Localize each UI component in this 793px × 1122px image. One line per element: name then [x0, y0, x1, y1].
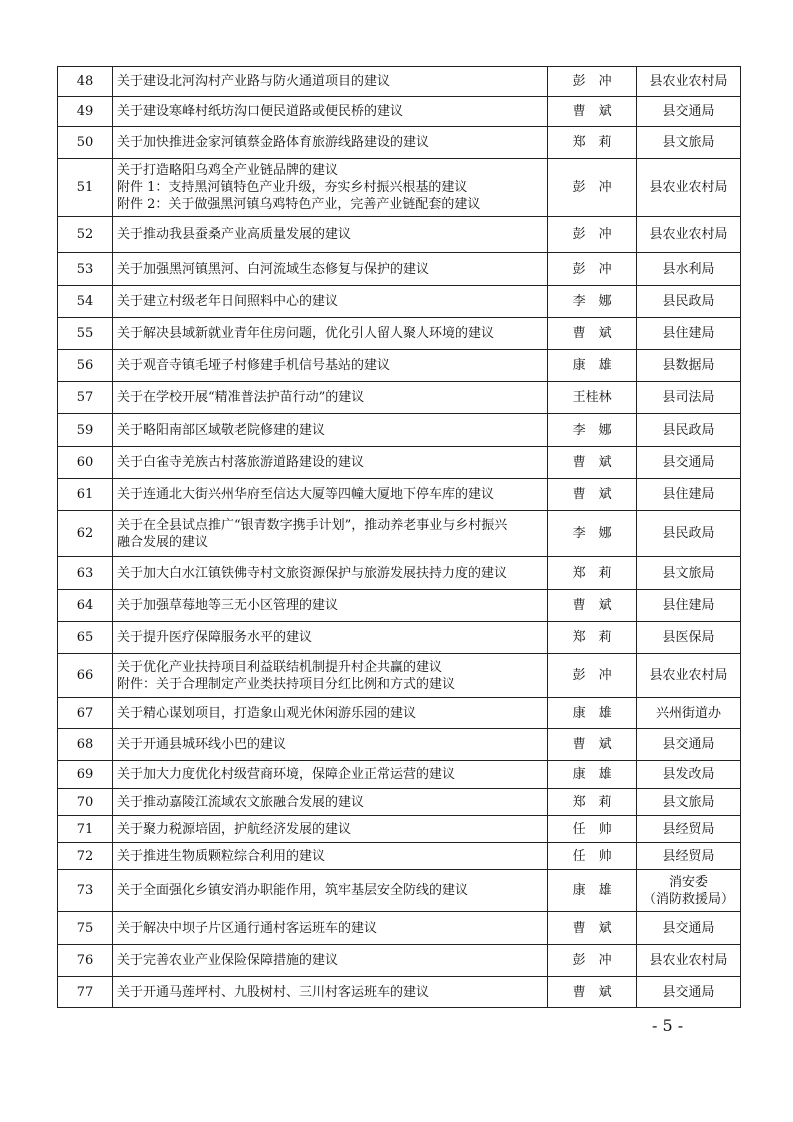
table-row — [58, 557, 741, 590]
proposer-name — [548, 977, 637, 1008]
table-row — [58, 912, 741, 945]
handling-department — [637, 67, 741, 97]
cell-text: 李 娜 — [572, 422, 612, 438]
row-number — [58, 557, 113, 590]
cell-line: 关于解决中坝子片区通行通村客运班车的建议 — [116, 920, 377, 936]
handling-department — [637, 843, 741, 870]
cell-line: 关于加强黑河镇黑河、白河流域生态修复与保护的建议 — [116, 261, 429, 277]
cell-line: 县水利局 — [662, 261, 715, 277]
cell-text: 50 — [76, 135, 94, 150]
proposal-title — [112, 945, 547, 977]
proposer-name — [548, 816, 637, 843]
table-row — [58, 511, 741, 557]
proposal-title — [112, 870, 547, 912]
cell-text: 77 — [76, 984, 94, 1000]
row-number — [58, 350, 113, 382]
table-row — [58, 977, 741, 1008]
cell-line: 县发改局 — [662, 767, 715, 782]
handling-department — [637, 159, 741, 217]
cell-text: 彭 冲 — [572, 180, 612, 195]
cell-text: 76 — [76, 953, 94, 968]
cell-text: 64 — [76, 598, 94, 613]
handling-department — [637, 789, 741, 816]
proposer-name — [548, 67, 637, 97]
proposal-title — [112, 479, 547, 511]
cell-line: 消安委 — [669, 874, 709, 890]
proposal-title — [112, 382, 547, 414]
handling-department — [637, 816, 741, 843]
row-number — [58, 843, 113, 870]
cell-text: 任 帅 — [572, 821, 612, 837]
table-row — [58, 414, 741, 447]
cell-line: 县文旅局 — [662, 794, 715, 810]
cell-line: 关于建设寒峰村纸坊沟口便民道路或便民桥的建议 — [116, 104, 403, 119]
cell-line: 县民政局 — [662, 526, 715, 541]
cell-line: 关于开通县城环线小巴的建议 — [116, 737, 286, 752]
row-number — [58, 318, 113, 350]
table-row — [58, 654, 741, 698]
cell-text: 彭 冲 — [572, 261, 612, 277]
proposer-name — [548, 557, 637, 590]
cell-line: 关于全面强化乡镇安消办职能作用，筑牢基层安全防线的建议 — [116, 883, 468, 898]
proposal-title — [112, 590, 547, 622]
row-number — [58, 253, 113, 286]
table-row — [58, 622, 741, 654]
handling-department — [637, 318, 741, 350]
proposer-name — [548, 761, 637, 789]
cell-line: 关于略阳南部区域敬老院修建的建议 — [116, 422, 325, 438]
proposal-title — [112, 789, 547, 816]
cell-text: 曹 斌 — [572, 455, 612, 470]
proposal-title — [112, 977, 547, 1008]
proposal-title — [112, 843, 547, 870]
cell-line: 关于开通马莲坪村、九股树村、三川村客运班车的建议 — [116, 984, 429, 1000]
handling-department — [637, 977, 741, 1008]
proposal-title — [112, 127, 547, 159]
cell-text: 曹 斌 — [572, 737, 612, 752]
table-row — [58, 761, 741, 789]
page-number: - 5 - — [652, 1016, 684, 1035]
cell-text: 59 — [76, 422, 94, 438]
cell-text: 彭 冲 — [572, 953, 612, 968]
cell-text: 李 娜 — [572, 294, 612, 309]
cell-text: 49 — [76, 104, 94, 119]
row-number — [58, 67, 113, 97]
cell-text: 66 — [76, 668, 94, 683]
proposal-title — [112, 511, 547, 557]
proposal-title — [112, 912, 547, 945]
table-row — [58, 286, 741, 318]
cell-line: 关于加大白水江镇铁佛寺村文旅资源保护与旅游发展扶持力度的建议 — [116, 565, 507, 581]
table-row — [58, 350, 741, 382]
table-row — [58, 945, 741, 977]
cell-line: 县交通局 — [662, 455, 715, 470]
cell-text: 任 帅 — [572, 848, 612, 864]
cell-line: 县住建局 — [662, 326, 715, 341]
cell-line: 关于白雀寺羌族古村落旅游道路建设的建议 — [116, 455, 364, 470]
cell-line: 县农业农村局 — [649, 953, 728, 968]
handling-department — [637, 729, 741, 761]
cell-line: 县农业农村局 — [649, 227, 728, 242]
cell-text: 72 — [76, 848, 94, 864]
row-number — [58, 97, 113, 127]
row-number — [58, 479, 113, 511]
handling-department — [637, 654, 741, 698]
cell-text: 王桂林 — [572, 390, 612, 405]
row-number — [58, 789, 113, 816]
cell-line: 关于推动我县蚕桑产业高质量发展的建议 — [116, 227, 351, 242]
row-number — [58, 816, 113, 843]
proposal-title — [112, 447, 547, 479]
proposal-title — [112, 286, 547, 318]
proposal-title — [112, 622, 547, 654]
proposer-name — [548, 654, 637, 698]
cell-text: 63 — [76, 565, 94, 581]
proposer-name — [548, 217, 637, 253]
cell-text: 57 — [76, 390, 94, 405]
table-row — [58, 217, 741, 253]
cell-text: 53 — [76, 261, 94, 277]
proposer-name — [548, 382, 637, 414]
cell-line: 关于精心谋划项目，打造象山观光休闲游乐园的建议 — [116, 705, 416, 721]
cell-text: 56 — [76, 358, 94, 373]
table-row — [58, 479, 741, 511]
cell-line: 关于解决县域新就业青年住房问题，优化引人留人聚人环境的建议 — [116, 326, 494, 341]
cell-line: （消防救援局） — [643, 891, 735, 907]
cell-line: 关于加大力度优化村级营商环境，保障企业正常运营的建议 — [116, 767, 455, 782]
cell-text: 郑 莉 — [572, 565, 612, 581]
proposal-title — [112, 729, 547, 761]
cell-line: 关于连通北大街兴州华府至信达大厦等四幢大厦地下停车库的建议 — [116, 487, 494, 502]
cell-line: 县农业农村局 — [649, 668, 728, 683]
cell-text: 曹 斌 — [572, 920, 612, 936]
row-number — [58, 654, 113, 698]
row-number — [58, 511, 113, 557]
cell-line: 附件 2：关于做强黑河镇乌鸡特色产业，完善产业链配套的建议 — [116, 197, 481, 212]
table-row — [58, 789, 741, 816]
cell-text: 67 — [76, 705, 94, 721]
cell-text: 71 — [76, 821, 94, 837]
row-number — [58, 761, 113, 789]
table-row — [58, 97, 741, 127]
row-number — [58, 159, 113, 217]
cell-text: 彭 冲 — [572, 668, 612, 683]
row-number — [58, 127, 113, 159]
proposer-name — [548, 414, 637, 447]
cell-text: 60 — [76, 455, 94, 470]
proposer-name — [548, 729, 637, 761]
cell-line: 县交通局 — [662, 984, 715, 1000]
table-row — [58, 159, 741, 217]
handling-department — [637, 870, 741, 912]
handling-department — [637, 127, 741, 159]
cell-line: 县医保局 — [662, 630, 715, 645]
cell-text: 康 雄 — [572, 767, 612, 782]
table-row — [58, 843, 741, 870]
proposal-table — [57, 66, 741, 1008]
table-row — [58, 816, 741, 843]
cell-line: 县司法局 — [662, 390, 715, 405]
proposal-title — [112, 217, 547, 253]
cell-line: 关于聚力税源培固，护航经济发展的建议 — [116, 821, 351, 837]
cell-text: 彭 冲 — [572, 227, 612, 242]
handling-department — [637, 447, 741, 479]
table-row — [58, 318, 741, 350]
proposer-name — [548, 698, 637, 729]
cell-text: 曹 斌 — [572, 326, 612, 341]
handling-department — [637, 945, 741, 977]
cell-text: 55 — [76, 326, 94, 341]
table-row — [58, 729, 741, 761]
proposal-title — [112, 318, 547, 350]
cell-text: 54 — [76, 294, 94, 309]
table-row — [58, 67, 741, 97]
proposer-name — [548, 159, 637, 217]
proposer-name — [548, 286, 637, 318]
cell-text: 48 — [76, 74, 94, 89]
cell-line: 关于在学校开展“精准普法护苗行动”的建议 — [116, 390, 365, 405]
cell-text: 51 — [76, 180, 94, 195]
proposer-name — [548, 318, 637, 350]
cell-line: 县文旅局 — [662, 135, 715, 150]
handling-department — [637, 217, 741, 253]
cell-text: 郑 莉 — [572, 794, 612, 810]
handling-department — [637, 511, 741, 557]
cell-line: 县经贸局 — [662, 848, 715, 864]
cell-line: 县数据局 — [662, 358, 715, 373]
proposal-title — [112, 414, 547, 447]
cell-line: 兴州街道办 — [656, 705, 722, 721]
cell-text: 69 — [76, 767, 94, 782]
handling-department — [637, 912, 741, 945]
row-number — [58, 447, 113, 479]
cell-line: 县民政局 — [662, 422, 715, 438]
handling-department — [637, 761, 741, 789]
proposal-title — [112, 253, 547, 286]
table-row — [58, 870, 741, 912]
cell-line: 附件：关于合理制定产业类扶持项目分红比例和方式的建议 — [116, 676, 455, 692]
cell-text: 曹 斌 — [572, 487, 612, 502]
cell-line: 县农业农村局 — [649, 74, 728, 89]
cell-text: 康 雄 — [572, 705, 612, 721]
row-number — [58, 945, 113, 977]
proposer-name — [548, 789, 637, 816]
row-number — [58, 729, 113, 761]
row-number — [58, 286, 113, 318]
table-row — [58, 382, 741, 414]
proposer-name — [548, 912, 637, 945]
cell-line: 县农业农村局 — [649, 180, 728, 195]
proposal-title — [112, 159, 547, 217]
table-row — [58, 698, 741, 729]
proposer-name — [548, 350, 637, 382]
row-number — [58, 382, 113, 414]
cell-text: 李 娜 — [572, 526, 612, 541]
cell-text: 曹 斌 — [572, 104, 612, 119]
cell-line: 关于加快推进金家河镇蔡金路体育旅游线路建设的建议 — [116, 135, 429, 150]
handling-department — [637, 698, 741, 729]
proposer-name — [548, 253, 637, 286]
row-number — [58, 698, 113, 729]
handling-department — [637, 557, 741, 590]
row-number — [58, 217, 113, 253]
cell-line: 关于加强草莓地等三无小区管理的建议 — [116, 598, 338, 613]
cell-text: 61 — [76, 487, 94, 502]
proposer-name — [548, 447, 637, 479]
cell-line: 关于推动嘉陵江流域农文旅融合发展的建议 — [116, 794, 364, 810]
cell-line: 县文旅局 — [662, 565, 715, 581]
proposer-name — [548, 511, 637, 557]
cell-line: 关于建设北河沟村产业路与防火通道项目的建议 — [116, 74, 390, 89]
row-number — [58, 590, 113, 622]
proposer-name — [548, 590, 637, 622]
cell-line: 县民政局 — [662, 294, 715, 309]
handling-department — [637, 350, 741, 382]
cell-line: 关于在全县试点推广“银青数字携手计划”，推动养老事业与乡村振兴 — [116, 517, 508, 533]
cell-line: 关于建立村级老年日间照料中心的建议 — [116, 294, 338, 309]
proposer-name — [548, 127, 637, 159]
row-number — [58, 977, 113, 1008]
proposal-title — [112, 350, 547, 382]
row-number — [58, 870, 113, 912]
cell-line: 关于推进生物质颗粒综合利用的建议 — [116, 848, 325, 864]
handling-department — [637, 414, 741, 447]
cell-text: 康 雄 — [572, 883, 612, 898]
proposer-name — [548, 843, 637, 870]
proposer-name — [548, 870, 637, 912]
cell-line: 县交通局 — [662, 104, 715, 119]
cell-text: 68 — [76, 737, 94, 752]
proposal-title — [112, 761, 547, 789]
cell-text: 彭 冲 — [572, 74, 612, 89]
row-number — [58, 912, 113, 945]
cell-line: 附件 1：支持黑河镇特色产业升级，夯实乡村振兴根基的建议 — [116, 180, 468, 195]
row-number — [58, 414, 113, 447]
table-row — [58, 253, 741, 286]
proposer-name — [548, 97, 637, 127]
cell-text: 52 — [76, 227, 94, 242]
cell-line: 县住建局 — [662, 598, 715, 613]
handling-department — [637, 253, 741, 286]
cell-text: 70 — [76, 794, 94, 810]
handling-department — [637, 382, 741, 414]
handling-department — [637, 590, 741, 622]
cell-line: 县住建局 — [662, 487, 715, 502]
cell-text: 曹 斌 — [572, 598, 612, 613]
handling-department — [637, 622, 741, 654]
cell-text: 康 雄 — [572, 358, 612, 373]
proposal-title — [112, 698, 547, 729]
proposal-title — [112, 557, 547, 590]
cell-line: 关于完善农业产业保险保障措施的建议 — [116, 953, 338, 968]
cell-text: 曹 斌 — [572, 984, 612, 1000]
cell-text: 75 — [76, 920, 94, 936]
proposer-name — [548, 945, 637, 977]
cell-text: 65 — [76, 630, 94, 645]
proposer-name — [548, 479, 637, 511]
row-number — [58, 622, 113, 654]
cell-text: 郑 莉 — [572, 135, 612, 150]
proposer-name — [548, 622, 637, 654]
proposal-title — [112, 67, 547, 97]
cell-line: 关于优化产业扶持项目利益联结机制提升村企共赢的建议 — [116, 659, 442, 675]
proposal-title — [112, 654, 547, 698]
proposal-title — [112, 97, 547, 127]
table-row — [58, 590, 741, 622]
cell-text: 62 — [76, 526, 94, 541]
cell-line: 关于观音寺镇毛垭子村修建手机信号基站的建议 — [116, 358, 390, 373]
cell-line: 县交通局 — [662, 737, 715, 752]
table-row — [58, 447, 741, 479]
cell-line: 县交通局 — [662, 920, 715, 936]
cell-text: 73 — [76, 883, 94, 898]
cell-line: 县经贸局 — [662, 821, 715, 837]
handling-department — [637, 479, 741, 511]
table-row — [58, 127, 741, 159]
cell-line: 关于打造略阳乌鸡全产业链品牌的建议 — [116, 163, 338, 178]
cell-text: 郑 莉 — [572, 630, 612, 645]
cell-line: 融合发展的建议 — [116, 534, 208, 550]
handling-department — [637, 97, 741, 127]
handling-department — [637, 286, 741, 318]
cell-line: 关于提升医疗保障服务水平的建议 — [116, 630, 312, 645]
proposal-title — [112, 816, 547, 843]
